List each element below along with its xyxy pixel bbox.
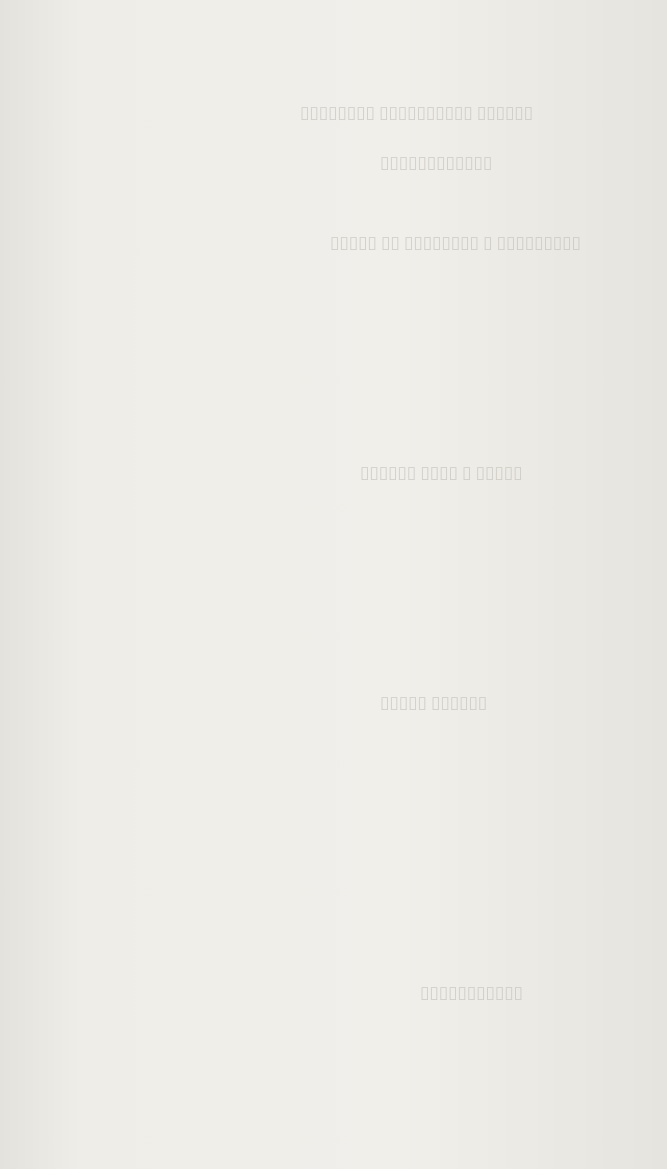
bleed-through-text: ▯▯▯▯▯▯▯▯ ▯▯▯▯▯▯▯▯▯▯ ▯▯▯▯▯▯ [300, 103, 534, 122]
bleed-through-text: ▯▯▯▯▯ ▯▯ ▯▯▯▯▯▯▯▯ ▯ ▯▯▯▯▯▯▯▯▯ [330, 233, 581, 252]
bleed-through-text: ▯▯▯▯▯▯ ▯▯▯▯ ▯ ▯▯▯▯▯ [360, 463, 523, 482]
bleed-through-text: ▯▯▯▯▯ ▯▯▯▯▯▯ [380, 693, 488, 712]
bleed-through-text: ▯▯▯▯▯▯▯▯▯▯▯ [420, 983, 523, 1002]
bleed-through-text: ▯▯▯▯▯▯▯▯▯▯▯▯ [380, 153, 493, 172]
